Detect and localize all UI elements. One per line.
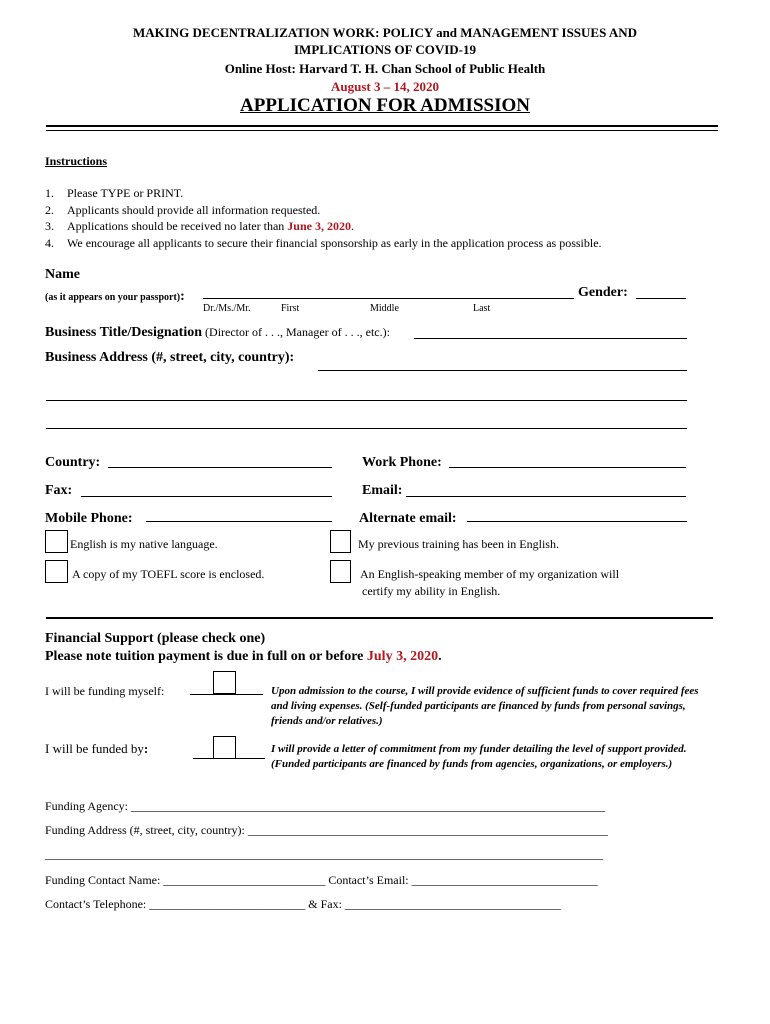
- country-label: Country:: [45, 455, 101, 470]
- business-address-line-3[interactable]: [46, 428, 687, 429]
- instruction-text: Applicants should provide all information requested.: [67, 203, 321, 217]
- country-input-line[interactable]: [108, 467, 332, 468]
- self-funding-description: Upon admission to the course, I will provide evidence of sufficient funds to cover required fees and living expenses. (Self-funded participants are financed by funds from personal savings, friends and/or relatives.): [271, 685, 699, 727]
- instruction-text: [67, 219, 354, 234]
- business-title-row: [45, 323, 390, 341]
- header-divider-thick: [46, 125, 718, 127]
- passport-note: [45, 287, 185, 305]
- instruction-num: 2.: [45, 203, 54, 217]
- tuition-note-text: Please note tuition payment is due in full on or before: [45, 649, 367, 664]
- fax-label: Fax:: [45, 483, 73, 498]
- funded-by-colon: :: [143, 741, 149, 756]
- section-divider: [46, 617, 713, 619]
- funded-by-text: I will be funded by: [45, 741, 144, 756]
- instruction-num: 4.: [45, 236, 54, 250]
- header-host: Online Host: Harvard T. H. Chan School of Public Health: [224, 61, 546, 76]
- tuition-note-end: .: [438, 649, 442, 664]
- tuition-note: [45, 649, 442, 665]
- name-sub-title: Dr./Ms./Mr.: [203, 303, 251, 314]
- name-sub-first: First: [281, 303, 300, 314]
- business-address-input-line[interactable]: [318, 370, 687, 371]
- instruction-item: [45, 236, 602, 251]
- self-funding-line: [190, 694, 263, 695]
- funding-agency-field[interactable]: Funding Agency: _______________________________________________________________________________: [45, 799, 605, 813]
- tuition-due-date: July 3, 2020: [366, 649, 439, 664]
- page-title: APPLICATION FOR ADMISSION: [240, 95, 530, 116]
- deadline-date: June 3, 2020: [287, 219, 351, 233]
- contact-telephone-row[interactable]: Contact’s Telephone: __________________________ & Fax: ____________________________________: [45, 897, 561, 911]
- alternate-email-label: Alternate email:: [359, 511, 457, 526]
- instruction-num: 1.: [45, 186, 54, 200]
- english-certify-checkbox[interactable]: [330, 560, 351, 583]
- passport-sublabel: (as it appears on your passport): [45, 292, 181, 303]
- fax-input-line[interactable]: [81, 496, 332, 497]
- native-english-checkbox[interactable]: [45, 530, 68, 553]
- funding-contact-row[interactable]: Funding Contact Name: ___________________________ Contact’s Email: _______________________________: [45, 873, 598, 887]
- instruction-item: [45, 186, 184, 201]
- passport-colon: :: [180, 289, 185, 304]
- instruction-text-end: .: [350, 219, 354, 233]
- name-input-line[interactable]: [203, 298, 574, 299]
- instruction-item: [45, 219, 354, 234]
- header-divider-thin: [46, 130, 718, 131]
- english-certify-label-line-2: certify my ability in English.: [362, 584, 501, 598]
- native-english-label: English is my native language.: [70, 537, 218, 551]
- english-training-checkbox[interactable]: [330, 530, 351, 553]
- gender-input-line[interactable]: [636, 298, 686, 299]
- english-training-label: My previous training has been in English.: [358, 537, 559, 551]
- business-title-hint: (Director of . . ., Manager of . . ., etc.):: [202, 325, 390, 339]
- financial-support-heading: Financial Support (please check one): [45, 631, 266, 646]
- toefl-label: A copy of my TOEFL score is enclosed.: [72, 567, 265, 581]
- header-line-2: IMPLICATIONS OF COVID-19: [293, 42, 476, 57]
- business-address-line-2[interactable]: [46, 400, 687, 401]
- name-label: Name: [45, 267, 80, 282]
- header-line-1: MAKING DECENTRALIZATION WORK: POLICY and MANAGEMENT ISSUES AND: [132, 25, 638, 40]
- instruction-text-main: Applications should be received no later than: [67, 219, 288, 233]
- funded-by-description: I will provide a letter of commitment from my funder detailing the level of support provided. (Funded participants are financed by funds from agencies, organizations, or employers.): [271, 743, 687, 770]
- self-funding-checkbox[interactable]: [213, 671, 236, 694]
- business-address-label: Business Address (#, street, city, country):: [45, 350, 295, 365]
- funded-by-label: [45, 741, 148, 757]
- name-sub-middle: Middle: [370, 303, 399, 314]
- work-phone-label: Work Phone:: [362, 455, 442, 470]
- email-label: Email:: [362, 483, 403, 498]
- work-phone-input-line[interactable]: [449, 467, 686, 468]
- name-sub-last: Last: [473, 303, 491, 314]
- instructions-heading: Instructions: [45, 154, 108, 168]
- business-title-label: Business Title/Designation: [45, 325, 203, 340]
- self-funding-label: I will be funding myself:: [45, 684, 165, 698]
- english-certify-label-line-1: An English-speaking member of my organization will: [360, 567, 620, 581]
- funding-address-field[interactable]: Funding Address (#, street, city, country): ____________________________________________________________: [45, 823, 608, 837]
- instruction-text: We encourage all applicants to secure their financial sponsorship as early in the application process as possible.: [67, 236, 602, 250]
- email-input-line[interactable]: [406, 496, 686, 497]
- alternate-email-input-line[interactable]: [467, 521, 687, 522]
- gender-label: Gender:: [578, 285, 628, 300]
- header-dates: August 3 – 14, 2020: [331, 79, 439, 94]
- toefl-checkbox[interactable]: [45, 560, 68, 583]
- instruction-num: 3.: [45, 219, 54, 233]
- business-title-input-line[interactable]: [414, 338, 687, 339]
- instruction-item: [45, 203, 321, 218]
- mobile-phone-input-line[interactable]: [146, 521, 332, 522]
- funded-by-checkbox[interactable]: [213, 736, 236, 759]
- instruction-text: Please TYPE or PRINT.: [67, 186, 184, 200]
- funding-address-continuation[interactable]: _____________________________________________________________________________________________: [45, 847, 603, 861]
- mobile-phone-label: Mobile Phone:: [45, 511, 133, 526]
